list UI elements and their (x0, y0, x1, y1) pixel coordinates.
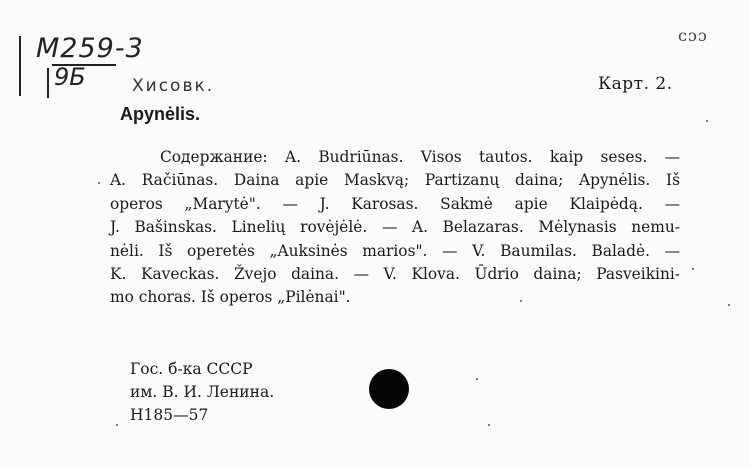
handwritten-note: Хисовк. (132, 76, 215, 96)
speck (728, 304, 730, 306)
speck (98, 182, 100, 184)
contents-line: nėli. Iš operetės „Auksinės marios". — V. Baumilas. Baladė. — (110, 241, 680, 260)
card-number: Карт. 2. (598, 74, 673, 94)
imprint-named-after: им. В. И. Ленина. (130, 383, 275, 401)
contents-line: Содержание: A. Budriūnas. Visos tautos. kaip seses. — (160, 148, 680, 166)
contents-line: J. Bašinskas. Linelių rovėjėlė. — A. Belazaras. Mėlynasis nemu- (110, 218, 680, 237)
contents-line: mo choras. Iš operos „Pilėnai". (110, 288, 351, 307)
contents-line: operos „Marytė". — J. Karosas. Sakmė apie Klaipėdą. — (110, 194, 680, 213)
speck (488, 424, 490, 426)
contents-line: A. Račiūnas. Daina apie Maskvą; Partizanų daina; Apynėlis. Iš (110, 171, 680, 190)
imprint-library: Гос. б-ка СССР (130, 360, 253, 378)
shelf-mark-top: M259-3 (36, 33, 144, 64)
shelf-mark-bottom: 9Б (54, 63, 86, 91)
ink-blot (369, 369, 409, 409)
library-imprint (130, 358, 274, 427)
contents-note (110, 146, 680, 310)
speck (692, 268, 694, 270)
record-title: Apynėlis. (120, 104, 201, 124)
speck (116, 424, 118, 426)
speck (520, 300, 522, 302)
shelf-mark-bracket (19, 36, 31, 96)
speck (706, 120, 708, 122)
contents-line: K. Kaveckas. Žvejo daina. — V. Klova. Ūdrio daina; Pasveikini- (110, 265, 680, 284)
shelf-mark-divider (47, 68, 49, 98)
corner-mark: ᴄᴐɔ (678, 26, 708, 45)
speck (476, 378, 478, 380)
imprint-code: Н185—57 (130, 406, 209, 424)
